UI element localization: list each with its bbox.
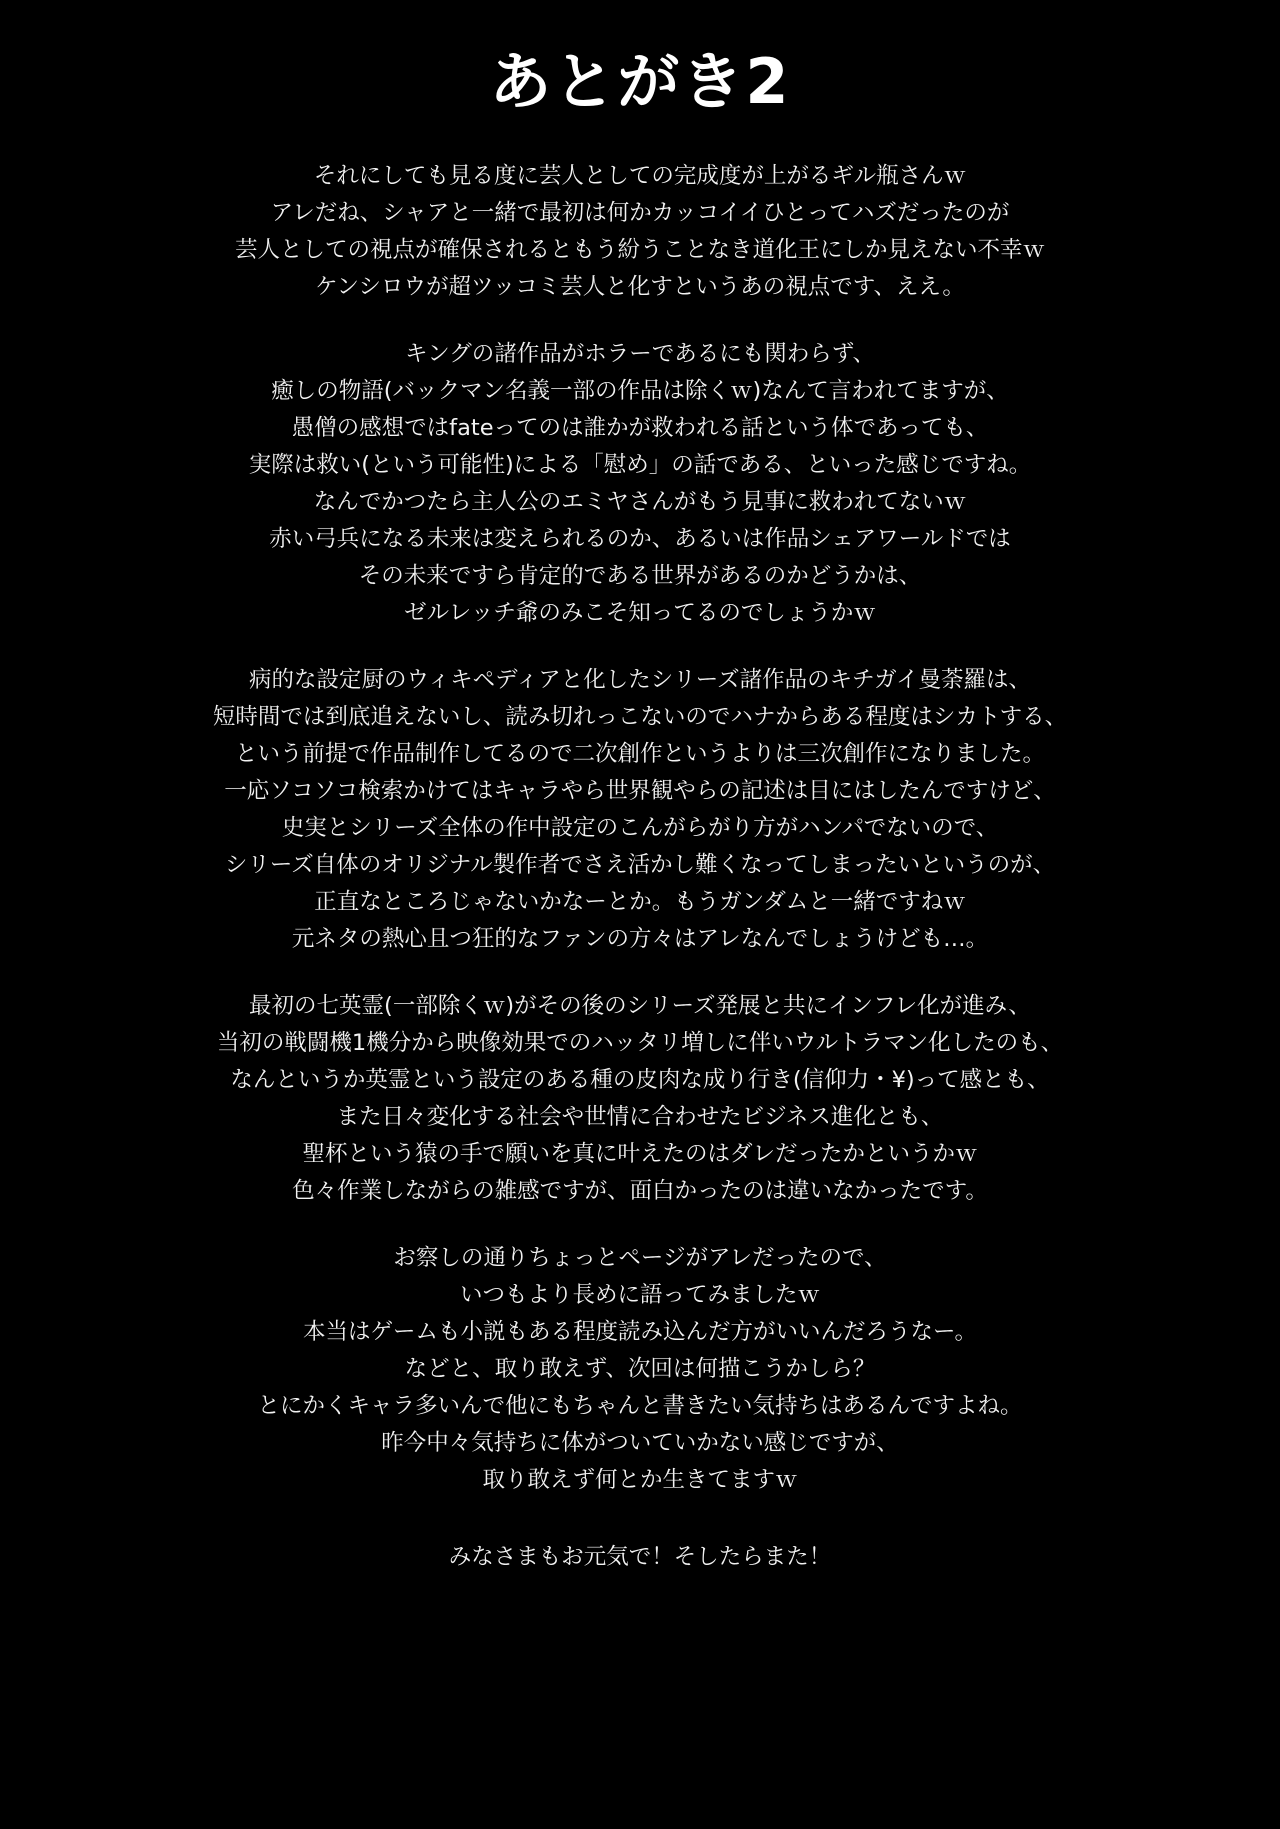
text-line: また日々変化する社会や世情に合わせたビジネス進化とも、 [336, 1104, 944, 1131]
text-line: その未来ですら肯定的である世界があるのかどうかは、 [358, 563, 922, 590]
text-line: それにしても見る度に芸人としての完成度が上がるギル瓶さんｗ [313, 163, 967, 190]
paragraph-block-4 [60, 988, 1220, 1210]
text-line: 愚僧の感想ではfateってのは誰かが救われる話という体であっても、 [291, 415, 989, 442]
page-title: あとがき2 [489, 45, 791, 118]
text-line: 昨今中々気持ちに体がついていかない感じですが、 [381, 1430, 899, 1457]
text-line: 短時間では到底追えないし、読み切れっこないのでハナからある程度はシカトする、 [212, 704, 1068, 731]
text-line: お察しの通りちょっとページがアレだったので、 [393, 1245, 887, 1272]
text-line: 色々作業しながらの雑感ですが、面白かったのは違いなかったです。 [292, 1178, 988, 1205]
text-line: 一応ソコソコ検索かけてはキャラやら世界観やらの記述は目にはしたんですけど、 [224, 778, 1056, 805]
paragraph-block-2 [60, 336, 1220, 632]
text-line: という前提で作品制作してるので二次創作というよりは三次創作になりました。 [234, 741, 1045, 768]
text-line: ケンシロウが超ツッコミ芸人と化すというあの視点です、ええ。 [315, 274, 965, 301]
text-line: 元ネタの熱心且つ狂的なファンの方々はアレなんでしょうけども…。 [291, 926, 989, 953]
text-line: 正直なところじゃないかなーとか。もうガンダムと一緒ですねｗ [314, 889, 966, 916]
text-line: 当初の戦闘機1機分から映像効果でのハッタリ増しに伴いウルトラマン化したのも、 [216, 1030, 1064, 1057]
text-line: なんでかつたら主人公のエミヤさんがもう見事に救われてないｗ [313, 489, 967, 516]
text-line: 芸人としての視点が確保されるともう紛うことなき道化王にしか見えない不幸ｗ [234, 237, 1045, 264]
text-line: みなさまもお元気で！そしたらまた！ [448, 1544, 832, 1571]
text-line: とにかくキャラ多いんで他にもちゃんと書きたい気持ちはあるんですよね。 [257, 1393, 1023, 1420]
paragraph-block-3 [60, 662, 1220, 958]
text-line: 取り敢えず何とか生きてますｗ [482, 1467, 798, 1494]
text-line: などと、取り敢えず、次回は何描こうかしら？ [404, 1356, 876, 1383]
text-line: キングの諸作品がホラーであるにも関わらず、 [404, 341, 876, 368]
text-line: 最初の七英霊(一部除くｗ)がその後のシリーズ発展と共にインフレ化が進み、 [249, 993, 1031, 1020]
paragraph-block-6 [60, 1539, 1220, 1576]
text-line: シリーズ自体のオリジナル製作者でさえ活かし難くなってしまったいというのが、 [224, 852, 1056, 879]
afterword-body [0, 158, 1280, 1576]
text-line: いつもより長めに語ってみましたｗ [459, 1282, 820, 1309]
text-line: 病的な設定厨のウィキペディアと化したシリーズ諸作品のキチガイ曼荼羅は、 [248, 667, 1032, 694]
text-line: ゼルレッチ爺のみこそ知ってるのでしょうかｗ [404, 600, 876, 627]
text-line: アレだね、シャアと一緒で最初は何かカッコイイひとってハズだったのが [270, 200, 1010, 227]
paragraph-block-5 [60, 1240, 1220, 1499]
text-line: 本当はゲームも小説もある程度読み込んだ方がいいんだろうなー。 [302, 1319, 978, 1346]
text-line: 史実とシリーズ全体の作中設定のこんがらがり方がハンパでないので、 [281, 815, 999, 842]
paragraph-block-1 [60, 158, 1220, 306]
text-line: 癒しの物語(バックマン名義一部の作品は除くｗ)なんて言われてますが、 [271, 378, 1009, 405]
text-line: 赤い弓兵になる未来は変えられるのか、あるいは作品シェアワールドでは [269, 526, 1011, 553]
text-line: 実際は救い(という可能性)による「慰め」の話である、といった感じですね。 [248, 452, 1032, 479]
text-line: 聖杯という猿の手で願いを真に叶えたのはダレだったかというかｗ [302, 1141, 978, 1168]
text-line: なんというか英霊という設定のある種の皮肉な成り行き(信仰力・¥)って感とも、 [230, 1067, 1050, 1094]
